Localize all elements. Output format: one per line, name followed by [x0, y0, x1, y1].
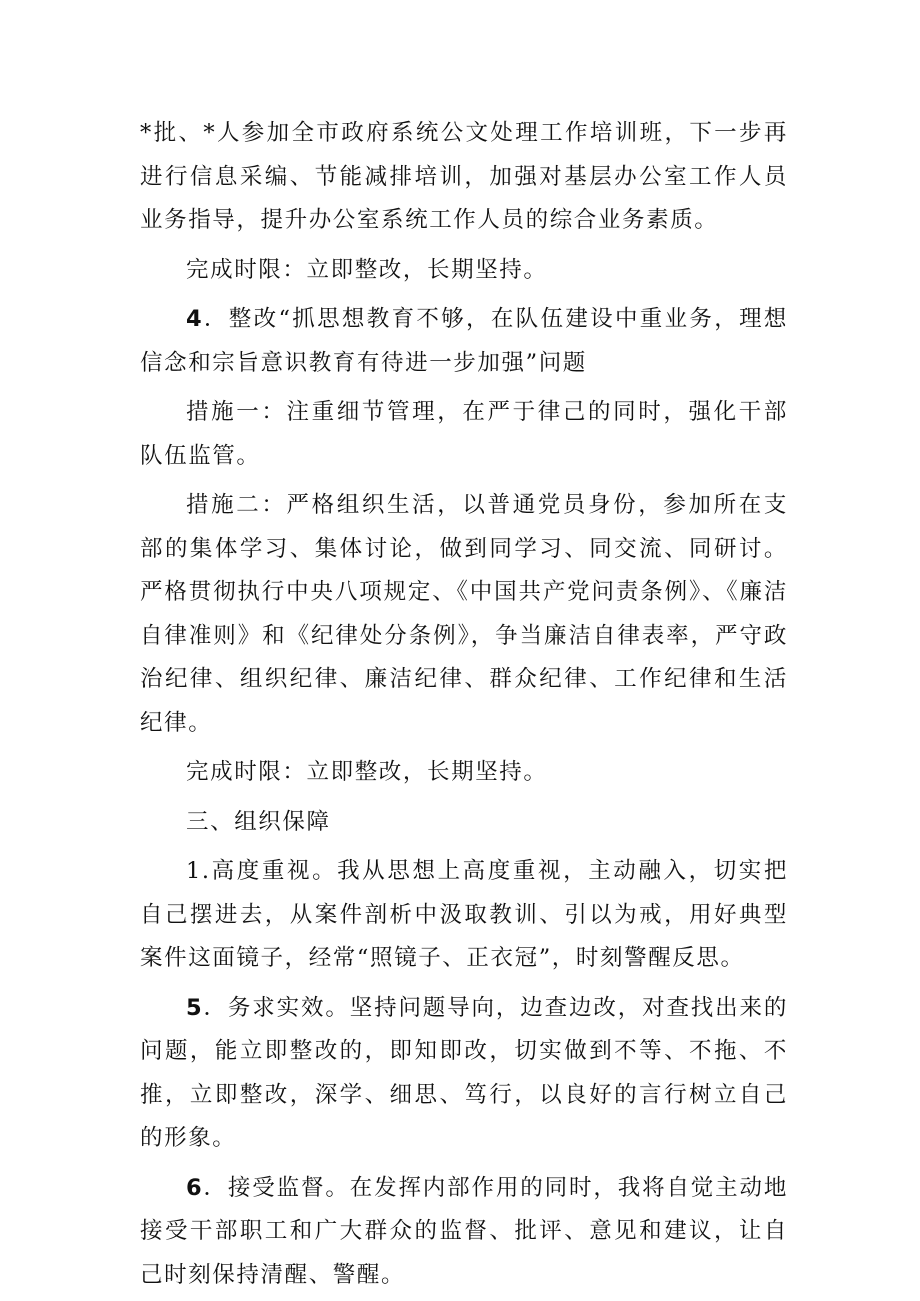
paragraph-text: 1.高度重视。我从思想上高度重视，主动融入，切实把自己摆进去，从案件剖析中汲取教训、引以为戒，用好典型案件这面镜子，经常“照镜子、正衣冠”，时刻警醒反思。 [140, 858, 788, 971]
paragraph-text: ．整改“抓思想教育不够，在队伍建设中重业务，理想信念和宗旨意识教育有待进一步加强”问题 [140, 306, 788, 376]
paragraph-deadline-1 [140, 249, 788, 293]
item-number: 5 [186, 994, 204, 1021]
paragraph-text: ．务求实效。坚持问题导向，边查边改，对查找出来的问题，能立即整改的，即知即改，切实做到不等、不拖、不推，立即整改，深学、细思、笃行，以良好的言行树立自己的形象。 [140, 994, 788, 1151]
paragraph-text: 完成时限：立即整改，长期坚持。 [186, 759, 548, 785]
paragraph-item-5 [140, 987, 788, 1161]
paragraph-measure-1 [140, 391, 788, 478]
document-page [140, 112, 788, 1297]
item-number: 6 [186, 1174, 204, 1201]
paragraph-text: *批、*人参加全市政府系统公文处理工作培训班，下一步再进行信息采编、节能减排培训，加强对基层办公室工作人员业务指导，提升办公室系统工作人员的综合业务素质。 [140, 120, 788, 233]
paragraph-item-4 [140, 298, 788, 385]
paragraph-text: 措施二：严格组织生活，以普通党员身份，参加所在支部的集体学习、集体讨论，做到同学习、同交流、同研讨。严格贯彻执行中央八项规定、《中国共产党问责条例》、《廉洁自律准则》和《纪律处分条例》，争当廉洁自律表率，严守政治纪律、组织纪律、廉洁纪律、群众纪律、工作纪律和生活纪律。 [140, 492, 788, 736]
paragraph-deadline-2 [140, 751, 788, 795]
paragraph-training [140, 112, 788, 243]
section-heading [140, 801, 788, 845]
paragraph-text: 完成时限：立即整改，长期坚持。 [186, 256, 548, 283]
heading-text: 三、组织保障 [186, 808, 331, 835]
item-number: 4 [186, 306, 204, 332]
paragraph-measure-2 [140, 484, 788, 745]
paragraph-item-1 [140, 850, 788, 981]
paragraph-item-6 [140, 1167, 788, 1298]
paragraph-text: 措施一：注重细节管理，在严于律己的同时，强化干部队伍监管。 [140, 399, 788, 469]
paragraph-text: ．接受监督。在发挥内部作用的同时，我将自觉主动地接受干部职工和广大群众的监督、批评、意见和建议，让自己时刻保持清醒、警醒。 [140, 1174, 788, 1288]
